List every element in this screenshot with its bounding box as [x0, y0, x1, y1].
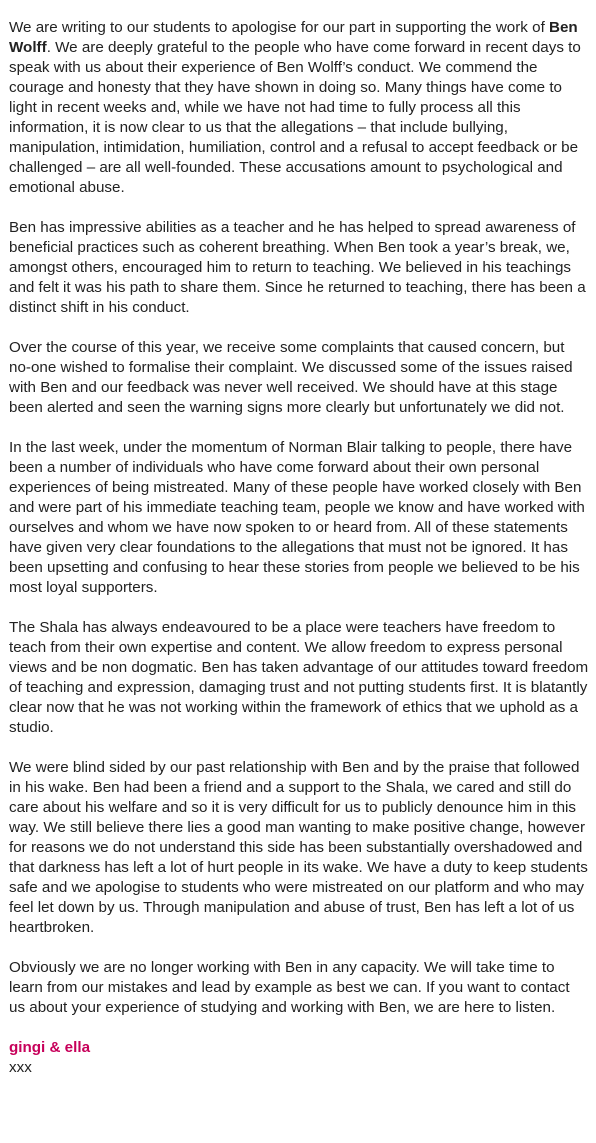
signoff-kisses: xxx	[9, 1059, 32, 1076]
paragraph-intro	[9, 18, 589, 198]
paragraph-last-week: In the last week, under the momentum of Norman Blair talking to people, there have been a number of individuals who have come forward about their own personal experiences of being mistreated. Many of these people have worked closely with Ben and were part of his immediate teaching team, people we know and have worked with ourselves and whom we have now spoken to or heard from. All of these statements have given very clear foundations to the allegations that must not be ignored. It has been upsetting and confusing to hear these stories from people we believed to be his most loyal supporters.	[9, 439, 585, 596]
paragraph-blind-sided: We were blind sided by our past relationship with Ben and by the praise that followed in his wake. Ben had been a friend and a support to the Shala, we cared and still do care about his welfare and so it is very difficult for us to publicly denounce him in this way. We still believe there lies a good man wanting to make positive change, however for reasons we do not understand this side has been substantially overshadowed and that darkness has left a lot of hurt people in its wake. We have a duty to keep students safe and we apologise to students who were mistreated on our platform and who may feel let down by us. Through manipulation and abuse of trust, Ben has left a lot of us heartbroken.	[9, 759, 588, 936]
teacher-name: Ben Wolff	[9, 19, 578, 56]
signature: gingi & ella	[9, 1039, 91, 1056]
paragraph-closing: Obviously we are no longer working with Ben in any capacity. We will take time to learn from our mistakes and lead by example as best we can. If you want to contact us about your experience of studying and working with Ben, we are here to listen.	[9, 959, 570, 1016]
letter-body	[9, 18, 589, 1078]
paragraph-complaints: Over the course of this year, we receive some complaints that caused concern, but no-one wished to formalise their complaint. We discussed some of the issues raised with Ben and our feedback was never well received. We should have at this stage been alerted and seen the warning signs more clearly but unfortunately we did not.	[9, 339, 573, 416]
intro-text-start: We are writing to our students to apologise for our part in supporting the work of	[9, 19, 550, 36]
paragraph-shala: The Shala has always endeavoured to be a place were teachers have freedom to teach from their own expertise and content. We allow freedom to express personal views and be non dogmatic. Ben has taken advantage of our attitudes toward freedom of teaching and expression, damaging trust and not putting students first. It is blatantly clear now that he was not working within the framework of ethics that we uphold as a studio.	[9, 619, 589, 736]
intro-text-rest: . We are deeply grateful to the people who have come forward in recent days to speak with us about their experience of Ben Wolff’s conduct. We commend the courage and honesty that they have shown in doing so. Many things have come to light in recent weeks and, while we have not had time to fully process all this information, it is now clear to us that the allegations – that include bullying, manipulation, intimidation, humiliation, control and a refusal to accept feedback or be challenged – are all well-founded. These accusations amount to psychological and emotional abuse.	[9, 39, 581, 196]
paragraph-abilities: Ben has impressive abilities as a teacher and he has helped to spread awareness of beneficial practices such as coherent breathing. When Ben took a year’s break, we, amongst others, encouraged him to return to teaching. We believed in his teachings and felt it was his path to share them. Since he returned to teaching, there has been a distinct shift in his conduct.	[9, 219, 586, 316]
